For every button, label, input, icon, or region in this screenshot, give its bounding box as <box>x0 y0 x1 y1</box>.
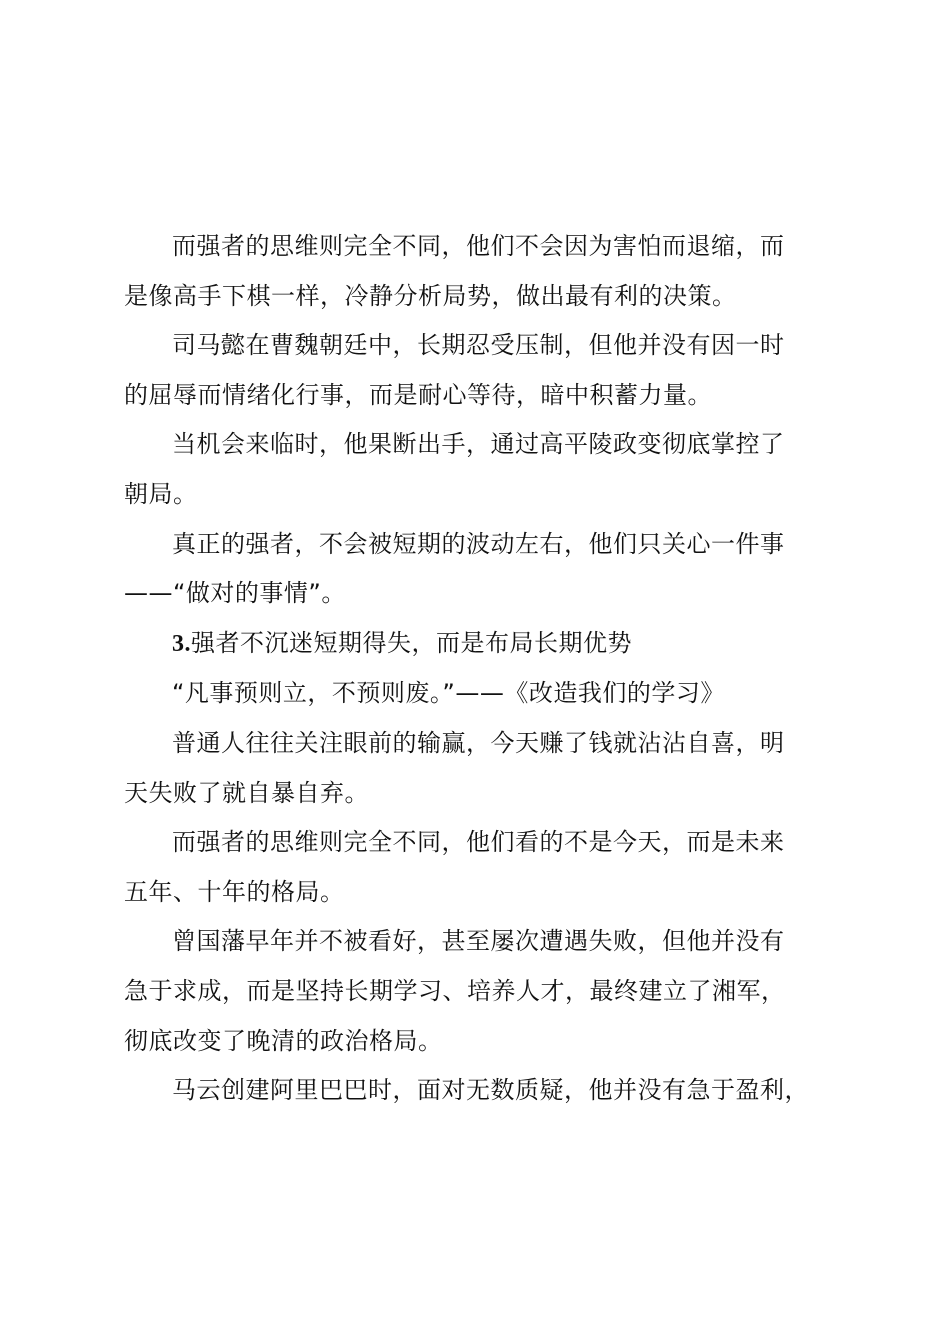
document-body <box>124 222 824 1116</box>
quote-line: “凡事预则立，不预则废。”——《改造我们的学习》 <box>172 679 725 708</box>
paragraph-line: 而强者的思维则完全不同，他们不会因为害怕而退缩，而 <box>172 232 785 260</box>
paragraph-line: 真正的强者，不会被短期的波动左右，他们只关心一件事 <box>172 529 785 558</box>
section-number: 3. <box>172 630 191 657</box>
paragraph-zeng-guofan <box>124 917 824 1066</box>
paragraph-line: 彻底改变了晚清的政治格局。 <box>124 1026 443 1055</box>
paragraph-line: 急于求成，而是坚持长期学习、培养人才，最终建立了湘军， <box>124 976 786 1005</box>
paragraph-line: 而强者的思维则完全不同，他们看的不是今天，而是未来 <box>172 828 785 857</box>
paragraph-line: 是像高手下棋一样，冷静分析局势，做出最有利的决策。 <box>124 281 737 310</box>
paragraph-opportunity <box>124 420 824 519</box>
paragraph-strong-thinking <box>124 222 824 321</box>
paragraph-ordinary-people <box>124 719 824 818</box>
section-heading <box>124 619 824 670</box>
paragraph-line: 普通人往往关注眼前的输赢，今天赚了钱就沾沾自喜，明 <box>172 728 785 757</box>
paragraph-sima-yi <box>124 321 824 420</box>
paragraph-future-view <box>124 818 824 917</box>
paragraph-line: 五年、十年的格局。 <box>124 877 345 906</box>
paragraph-jack-ma <box>124 1066 824 1116</box>
paragraph-true-strong <box>124 520 824 619</box>
paragraph-line: 司马懿在曹魏朝廷中，长期忍受压制，但他并没有因一时 <box>172 331 785 360</box>
paragraph-line: 天失败了就自暴自弃。 <box>124 778 369 807</box>
paragraph-line: 朝局。 <box>124 479 198 508</box>
paragraph-line: 的屈辱而情绪化行事，而是耐心等待，暗中积蓄力量。 <box>124 380 712 409</box>
paragraph-line: 曾国藩早年并不被看好，甚至屡次遭遇失败，但他并没有 <box>172 927 785 956</box>
quote <box>124 669 824 719</box>
section-title: 强者不沉迷短期得失，而是布局长期优势 <box>191 628 632 657</box>
paragraph-line: 马云创建阿里巴巴时，面对无数质疑，他并没有急于盈利， <box>172 1076 809 1105</box>
paragraph-line: ——“做对的事情”。 <box>124 579 346 608</box>
paragraph-line: 当机会来临时，他果断出手，通过高平陵政变彻底掌控了 <box>172 430 785 459</box>
